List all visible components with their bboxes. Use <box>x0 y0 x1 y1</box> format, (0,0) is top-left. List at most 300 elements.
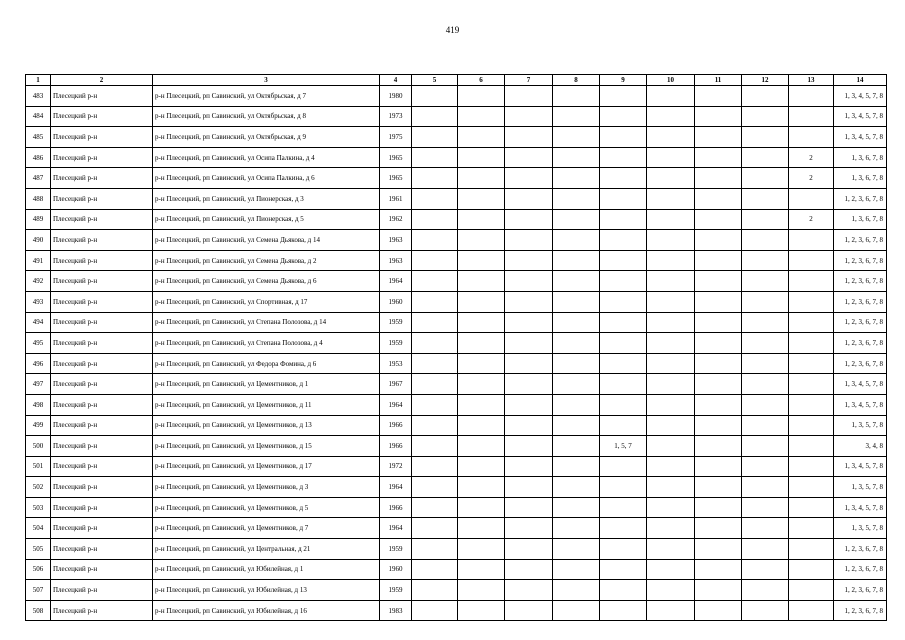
address-cell: р-н Плесецкий, рп Савинский, ул Центральная, д 21 <box>153 539 380 560</box>
row-number-cell: 483 <box>26 86 51 107</box>
empty-cell-col5 <box>412 86 458 107</box>
empty-cell-col12 <box>742 559 789 580</box>
table-row <box>26 250 887 271</box>
empty-cell-col6 <box>458 291 505 312</box>
empty-cell-col12 <box>742 353 789 374</box>
address-cell: р-н Плесецкий, рп Савинский, ул Пионерская, д 3 <box>153 188 380 209</box>
year-cell: 1962 <box>380 209 412 230</box>
year-cell: 1960 <box>380 559 412 580</box>
empty-cell-col10 <box>647 168 695 189</box>
empty-cell-col5 <box>412 333 458 354</box>
empty-cell-col10 <box>647 580 695 601</box>
address-cell: р-н Плесецкий, рп Савинский, ул Цементников, д 3 <box>153 477 380 498</box>
col9-cell <box>600 86 647 107</box>
column-header-13: 13 <box>789 75 834 86</box>
empty-cell-col7 <box>505 436 553 457</box>
col9-cell <box>600 230 647 251</box>
table-row <box>26 230 887 251</box>
address-cell: р-н Плесецкий, рп Савинский, ул Цементников, д 7 <box>153 518 380 539</box>
empty-cell-col5 <box>412 415 458 436</box>
empty-cell-col5 <box>412 230 458 251</box>
col13-cell <box>789 271 834 292</box>
empty-cell-col5 <box>412 394 458 415</box>
column-header-10: 10 <box>647 75 695 86</box>
col13-cell <box>789 188 834 209</box>
empty-cell-col8 <box>553 518 600 539</box>
address-cell: р-н Плесецкий, рп Савинский, ул Цементников, д 15 <box>153 436 380 457</box>
col14-cell: 1, 3, 6, 7, 8 <box>834 147 887 168</box>
district-cell: Плесецкий р-н <box>51 188 153 209</box>
empty-cell-col7 <box>505 271 553 292</box>
table-row <box>26 168 887 189</box>
district-cell: Плесецкий р-н <box>51 291 153 312</box>
address-cell: р-н Плесецкий, рп Савинский, ул Юбилейная, д 13 <box>153 580 380 601</box>
year-cell: 1964 <box>380 271 412 292</box>
empty-cell-col10 <box>647 477 695 498</box>
district-cell: Плесецкий р-н <box>51 497 153 518</box>
empty-cell-col6 <box>458 106 505 127</box>
empty-cell-col6 <box>458 580 505 601</box>
year-cell: 1980 <box>380 86 412 107</box>
empty-cell-col8 <box>553 312 600 333</box>
address-cell: р-н Плесецкий, рп Савинский, ул Спортивная, д 17 <box>153 291 380 312</box>
empty-cell-col8 <box>553 559 600 580</box>
col13-cell <box>789 250 834 271</box>
empty-cell-col5 <box>412 518 458 539</box>
empty-cell-col10 <box>647 456 695 477</box>
col9-cell <box>600 147 647 168</box>
empty-cell-col8 <box>553 127 600 148</box>
district-cell: Плесецкий р-н <box>51 271 153 292</box>
address-cell: р-н Плесецкий, рп Савинский, ул Цементников, д 1 <box>153 374 380 395</box>
year-cell: 1959 <box>380 333 412 354</box>
col13-cell <box>789 312 834 333</box>
address-cell: р-н Плесецкий, рп Савинский, ул Цементников, д 11 <box>153 394 380 415</box>
empty-cell-col11 <box>695 436 742 457</box>
col14-cell: 1, 3, 4, 5, 7, 8 <box>834 394 887 415</box>
row-number-cell: 495 <box>26 333 51 354</box>
address-cell: р-н Плесецкий, рп Савинский, ул Цементников, д 5 <box>153 497 380 518</box>
empty-cell-col10 <box>647 539 695 560</box>
year-cell: 1965 <box>380 147 412 168</box>
district-cell: Плесецкий р-н <box>51 127 153 148</box>
empty-cell-col11 <box>695 580 742 601</box>
empty-cell-col8 <box>553 168 600 189</box>
empty-cell-col6 <box>458 477 505 498</box>
empty-cell-col12 <box>742 188 789 209</box>
col14-cell: 1, 3, 4, 5, 7, 8 <box>834 127 887 148</box>
empty-cell-col11 <box>695 312 742 333</box>
col14-cell: 1, 2, 3, 6, 7, 8 <box>834 271 887 292</box>
empty-cell-col6 <box>458 209 505 230</box>
col14-cell: 1, 3, 4, 5, 7, 8 <box>834 497 887 518</box>
empty-cell-col7 <box>505 456 553 477</box>
empty-cell-col11 <box>695 291 742 312</box>
col13-cell <box>789 518 834 539</box>
col9-cell <box>600 271 647 292</box>
district-cell: Плесецкий р-н <box>51 559 153 580</box>
row-number-cell: 485 <box>26 127 51 148</box>
empty-cell-col10 <box>647 333 695 354</box>
table-row <box>26 394 887 415</box>
empty-cell-col11 <box>695 230 742 251</box>
empty-cell-col12 <box>742 230 789 251</box>
year-cell: 1964 <box>380 477 412 498</box>
col9-cell <box>600 209 647 230</box>
empty-cell-col12 <box>742 374 789 395</box>
empty-cell-col6 <box>458 539 505 560</box>
empty-cell-col12 <box>742 127 789 148</box>
empty-cell-col6 <box>458 456 505 477</box>
empty-cell-col6 <box>458 147 505 168</box>
empty-cell-col6 <box>458 86 505 107</box>
empty-cell-col8 <box>553 333 600 354</box>
empty-cell-col7 <box>505 209 553 230</box>
empty-cell-col10 <box>647 415 695 436</box>
col13-cell <box>789 230 834 251</box>
empty-cell-col11 <box>695 539 742 560</box>
row-number-cell: 487 <box>26 168 51 189</box>
address-cell: р-н Плесецкий, рп Савинский, ул Юбилейная, д 1 <box>153 559 380 580</box>
col9-cell <box>600 477 647 498</box>
address-cell: р-н Плесецкий, рп Савинский, ул Юбилейная, д 16 <box>153 600 380 621</box>
empty-cell-col11 <box>695 168 742 189</box>
col13-cell <box>789 436 834 457</box>
col14-cell: 1, 2, 3, 6, 7, 8 <box>834 230 887 251</box>
row-number-cell: 491 <box>26 250 51 271</box>
row-number-cell: 497 <box>26 374 51 395</box>
empty-cell-col8 <box>553 497 600 518</box>
empty-cell-col7 <box>505 188 553 209</box>
empty-cell-col11 <box>695 188 742 209</box>
empty-cell-col12 <box>742 147 789 168</box>
col9-cell <box>600 353 647 374</box>
column-header-7: 7 <box>505 75 553 86</box>
col9-cell <box>600 291 647 312</box>
year-cell: 1959 <box>380 580 412 601</box>
year-cell: 1963 <box>380 250 412 271</box>
col13-cell <box>789 497 834 518</box>
empty-cell-col7 <box>505 600 553 621</box>
empty-cell-col8 <box>553 250 600 271</box>
empty-cell-col6 <box>458 600 505 621</box>
empty-cell-col5 <box>412 147 458 168</box>
empty-cell-col10 <box>647 312 695 333</box>
col14-cell: 3, 4, 8 <box>834 436 887 457</box>
empty-cell-col12 <box>742 539 789 560</box>
column-header-2: 2 <box>51 75 153 86</box>
empty-cell-col12 <box>742 580 789 601</box>
district-cell: Плесецкий р-н <box>51 415 153 436</box>
year-cell: 1975 <box>380 127 412 148</box>
empty-cell-col11 <box>695 559 742 580</box>
district-cell: Плесецкий р-н <box>51 86 153 107</box>
table-row <box>26 86 887 107</box>
empty-cell-col12 <box>742 436 789 457</box>
col9-cell <box>600 312 647 333</box>
empty-cell-col6 <box>458 127 505 148</box>
empty-cell-col5 <box>412 580 458 601</box>
district-cell: Плесецкий р-н <box>51 580 153 601</box>
col13-cell <box>789 477 834 498</box>
col9-cell <box>600 559 647 580</box>
row-number-cell: 492 <box>26 271 51 292</box>
empty-cell-col7 <box>505 333 553 354</box>
empty-cell-col6 <box>458 188 505 209</box>
empty-cell-col8 <box>553 415 600 436</box>
year-cell: 1964 <box>380 518 412 539</box>
table-row <box>26 415 887 436</box>
row-number-cell: 493 <box>26 291 51 312</box>
row-number-cell: 506 <box>26 559 51 580</box>
empty-cell-col10 <box>647 559 695 580</box>
empty-cell-col11 <box>695 415 742 436</box>
year-cell: 1963 <box>380 230 412 251</box>
empty-cell-col11 <box>695 127 742 148</box>
empty-cell-col10 <box>647 374 695 395</box>
empty-cell-col7 <box>505 374 553 395</box>
empty-cell-col10 <box>647 600 695 621</box>
empty-cell-col10 <box>647 127 695 148</box>
row-number-cell: 490 <box>26 230 51 251</box>
table-row <box>26 106 887 127</box>
empty-cell-col6 <box>458 312 505 333</box>
empty-cell-col12 <box>742 456 789 477</box>
empty-cell-col7 <box>505 168 553 189</box>
year-cell: 1959 <box>380 539 412 560</box>
empty-cell-col11 <box>695 250 742 271</box>
empty-cell-col11 <box>695 86 742 107</box>
col13-cell <box>789 353 834 374</box>
empty-cell-col11 <box>695 456 742 477</box>
year-cell: 1964 <box>380 394 412 415</box>
district-cell: Плесецкий р-н <box>51 477 153 498</box>
row-number-cell: 508 <box>26 600 51 621</box>
empty-cell-col6 <box>458 436 505 457</box>
year-cell: 1983 <box>380 600 412 621</box>
empty-cell-col6 <box>458 250 505 271</box>
row-number-cell: 499 <box>26 415 51 436</box>
col14-cell: 1, 2, 3, 6, 7, 8 <box>834 312 887 333</box>
address-cell: р-н Плесецкий, рп Савинский, ул Федора Фомина, д 6 <box>153 353 380 374</box>
col9-cell <box>600 497 647 518</box>
year-cell: 1973 <box>380 106 412 127</box>
empty-cell-col10 <box>647 436 695 457</box>
col9-cell <box>600 456 647 477</box>
empty-cell-col12 <box>742 86 789 107</box>
year-cell: 1966 <box>380 497 412 518</box>
empty-cell-col12 <box>742 497 789 518</box>
address-cell: р-н Плесецкий, рп Савинский, ул Семена Дьякова, д 14 <box>153 230 380 251</box>
column-header-6: 6 <box>458 75 505 86</box>
table-row <box>26 477 887 498</box>
empty-cell-col6 <box>458 497 505 518</box>
empty-cell-col10 <box>647 147 695 168</box>
col14-cell: 1, 3, 5, 7, 8 <box>834 518 887 539</box>
empty-cell-col11 <box>695 518 742 539</box>
empty-cell-col8 <box>553 209 600 230</box>
empty-cell-col10 <box>647 353 695 374</box>
empty-cell-col10 <box>647 271 695 292</box>
empty-cell-col11 <box>695 374 742 395</box>
col9-cell <box>600 518 647 539</box>
empty-cell-col5 <box>412 250 458 271</box>
page-number: 419 <box>445 25 460 35</box>
empty-cell-col12 <box>742 209 789 230</box>
district-cell: Плесецкий р-н <box>51 209 153 230</box>
empty-cell-col8 <box>553 456 600 477</box>
empty-cell-col7 <box>505 518 553 539</box>
table-row <box>26 497 887 518</box>
district-cell: Плесецкий р-н <box>51 333 153 354</box>
row-number-cell: 498 <box>26 394 51 415</box>
col9-cell <box>600 580 647 601</box>
row-number-cell: 489 <box>26 209 51 230</box>
table-row <box>26 518 887 539</box>
empty-cell-col8 <box>553 539 600 560</box>
empty-cell-col5 <box>412 168 458 189</box>
header-row <box>26 75 887 86</box>
col13-cell <box>789 394 834 415</box>
empty-cell-col10 <box>647 188 695 209</box>
address-cell: р-н Плесецкий, рп Савинский, ул Октябрьская, д 8 <box>153 106 380 127</box>
empty-cell-col12 <box>742 477 789 498</box>
empty-cell-col5 <box>412 436 458 457</box>
empty-cell-col12 <box>742 333 789 354</box>
table-row <box>26 580 887 601</box>
empty-cell-col6 <box>458 415 505 436</box>
column-header-4: 4 <box>380 75 412 86</box>
empty-cell-col5 <box>412 497 458 518</box>
column-header-5: 5 <box>412 75 458 86</box>
column-header-3: 3 <box>153 75 380 86</box>
col13-cell <box>789 106 834 127</box>
district-cell: Плесецкий р-н <box>51 353 153 374</box>
year-cell: 1961 <box>380 188 412 209</box>
col9-cell <box>600 415 647 436</box>
empty-cell-col12 <box>742 271 789 292</box>
empty-cell-col5 <box>412 291 458 312</box>
row-number-cell: 502 <box>26 477 51 498</box>
district-cell: Плесецкий р-н <box>51 230 153 251</box>
empty-cell-col12 <box>742 250 789 271</box>
building-register-table <box>25 74 887 621</box>
col14-cell: 1, 2, 3, 6, 7, 8 <box>834 250 887 271</box>
table-row <box>26 559 887 580</box>
empty-cell-col5 <box>412 188 458 209</box>
empty-cell-col7 <box>505 539 553 560</box>
table-row <box>26 127 887 148</box>
col14-cell: 1, 3, 4, 5, 7, 8 <box>834 86 887 107</box>
empty-cell-col11 <box>695 353 742 374</box>
column-header-8: 8 <box>553 75 600 86</box>
empty-cell-col12 <box>742 518 789 539</box>
col9-cell <box>600 374 647 395</box>
col14-cell: 1, 2, 3, 6, 7, 8 <box>834 188 887 209</box>
empty-cell-col12 <box>742 106 789 127</box>
empty-cell-col11 <box>695 600 742 621</box>
col13-cell: 2 <box>789 147 834 168</box>
empty-cell-col7 <box>505 230 553 251</box>
empty-cell-col5 <box>412 312 458 333</box>
empty-cell-col6 <box>458 518 505 539</box>
row-number-cell: 501 <box>26 456 51 477</box>
empty-cell-col5 <box>412 271 458 292</box>
column-header-14: 14 <box>834 75 887 86</box>
column-header-9: 9 <box>600 75 647 86</box>
empty-cell-col10 <box>647 86 695 107</box>
empty-cell-col5 <box>412 477 458 498</box>
year-cell: 1959 <box>380 312 412 333</box>
empty-cell-col11 <box>695 497 742 518</box>
col14-cell: 1, 2, 3, 6, 7, 8 <box>834 559 887 580</box>
empty-cell-col7 <box>505 353 553 374</box>
empty-cell-col12 <box>742 168 789 189</box>
district-cell: Плесецкий р-н <box>51 436 153 457</box>
col13-cell <box>789 539 834 560</box>
empty-cell-col11 <box>695 271 742 292</box>
col14-cell: 1, 2, 3, 6, 7, 8 <box>834 353 887 374</box>
row-number-cell: 488 <box>26 188 51 209</box>
empty-cell-col6 <box>458 333 505 354</box>
col13-cell <box>789 580 834 601</box>
empty-cell-col5 <box>412 539 458 560</box>
empty-cell-col10 <box>647 497 695 518</box>
address-cell: р-н Плесецкий, рп Савинский, ул Степана Полозова, д 4 <box>153 333 380 354</box>
table-row <box>26 436 887 457</box>
table-body <box>26 86 887 621</box>
district-cell: Плесецкий р-н <box>51 539 153 560</box>
address-cell: р-н Плесецкий, рп Савинский, ул Осипа Палкина, д 6 <box>153 168 380 189</box>
col14-cell: 1, 3, 4, 5, 7, 8 <box>834 456 887 477</box>
empty-cell-col8 <box>553 291 600 312</box>
row-number-cell: 507 <box>26 580 51 601</box>
col9-cell <box>600 539 647 560</box>
column-header-1: 1 <box>26 75 51 86</box>
table-row <box>26 312 887 333</box>
table-row <box>26 539 887 560</box>
empty-cell-col8 <box>553 353 600 374</box>
empty-cell-col7 <box>505 477 553 498</box>
year-cell: 1966 <box>380 436 412 457</box>
col14-cell: 1, 2, 3, 6, 7, 8 <box>834 333 887 354</box>
row-number-cell: 503 <box>26 497 51 518</box>
empty-cell-col7 <box>505 559 553 580</box>
empty-cell-col12 <box>742 600 789 621</box>
table-row <box>26 456 887 477</box>
row-number-cell: 505 <box>26 539 51 560</box>
empty-cell-col7 <box>505 106 553 127</box>
empty-cell-col11 <box>695 394 742 415</box>
col13-cell <box>789 415 834 436</box>
row-number-cell: 484 <box>26 106 51 127</box>
year-cell: 1967 <box>380 374 412 395</box>
empty-cell-col11 <box>695 209 742 230</box>
district-cell: Плесецкий р-н <box>51 250 153 271</box>
table-row <box>26 600 887 621</box>
address-cell: р-н Плесецкий, рп Савинский, ул Цементников, д 17 <box>153 456 380 477</box>
empty-cell-col8 <box>553 600 600 621</box>
col14-cell: 1, 3, 5, 7, 8 <box>834 415 887 436</box>
empty-cell-col10 <box>647 518 695 539</box>
empty-cell-col8 <box>553 147 600 168</box>
col14-cell: 1, 2, 3, 6, 7, 8 <box>834 580 887 601</box>
col9-cell <box>600 168 647 189</box>
row-number-cell: 494 <box>26 312 51 333</box>
col14-cell: 1, 2, 3, 6, 7, 8 <box>834 539 887 560</box>
row-number-cell: 504 <box>26 518 51 539</box>
empty-cell-col8 <box>553 477 600 498</box>
